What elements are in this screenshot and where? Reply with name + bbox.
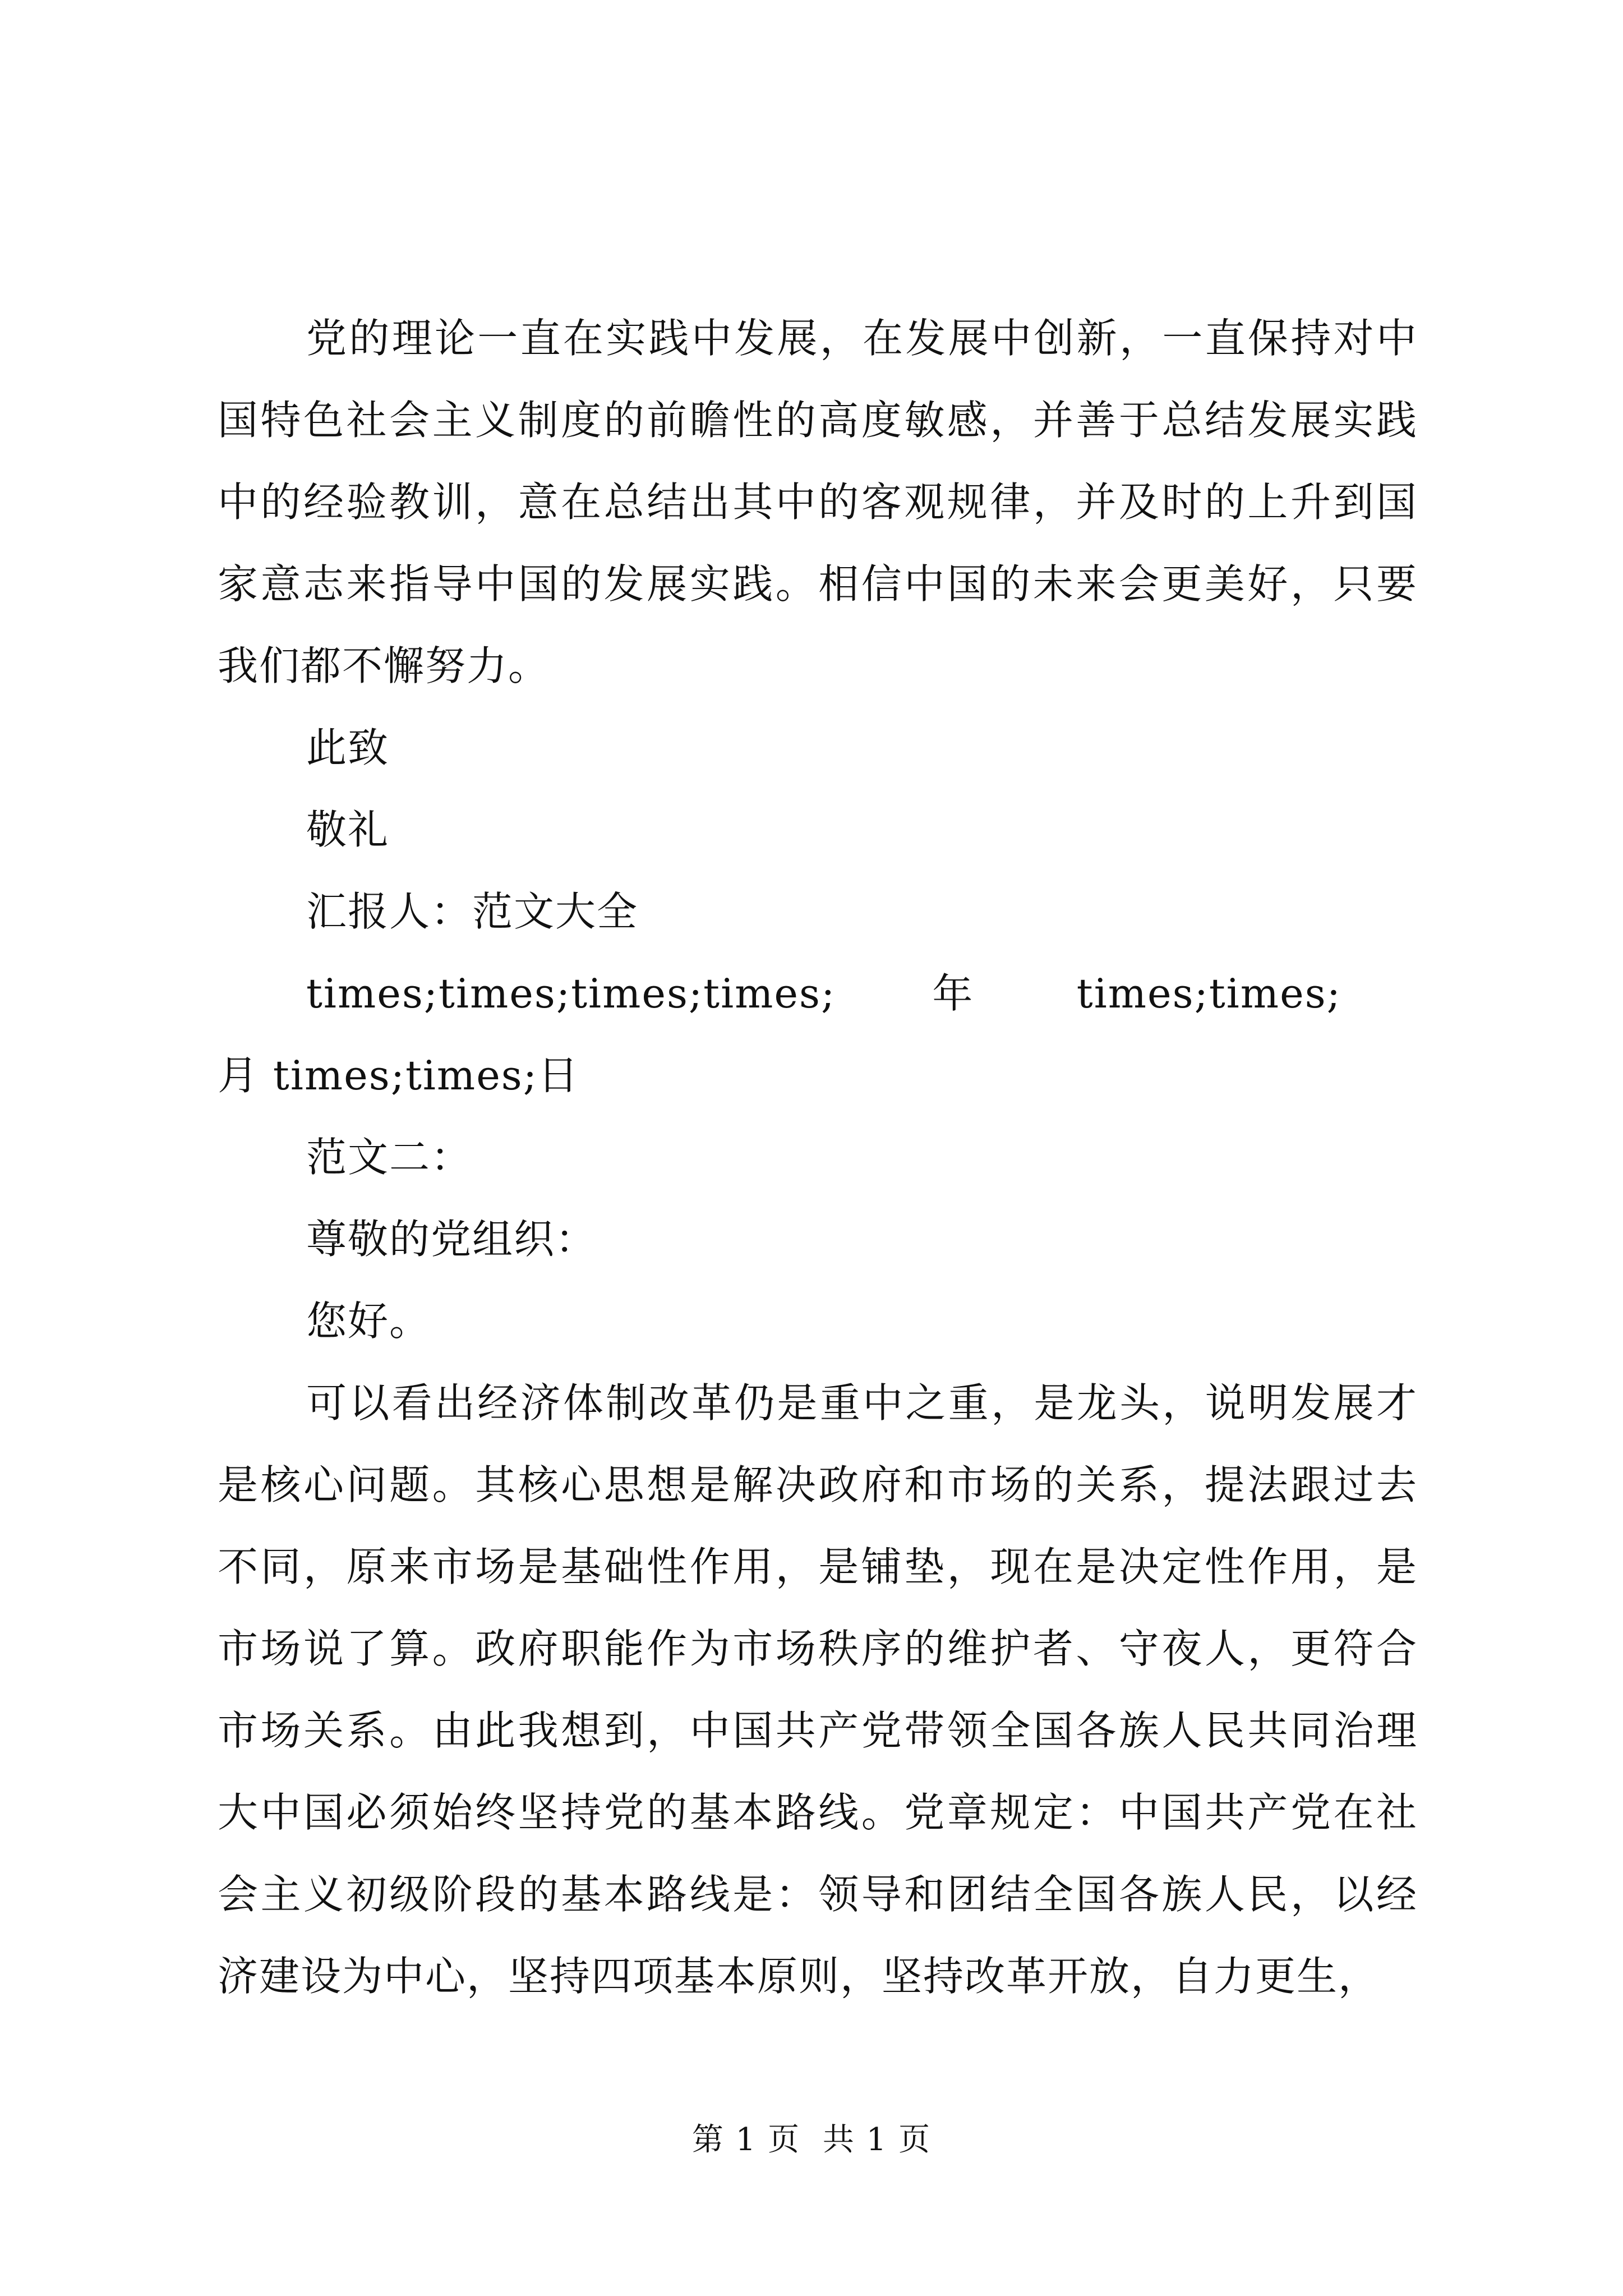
page-number: 第 1 页 [691,2122,801,2158]
greeting: 您好。 [306,1297,431,1345]
date-part-1: times;times;times;times; [306,970,836,1017]
paragraph-theory: 党的理论一直在实践中发展，在发展中创新，一直保持对中国特色社会主义制度的前瞻性的高度敏感，并善于总结发展实践中的经验教训，意在总结出其中的客观规律，并及时的上升到国家意志来指导中国的发展实践。相信中国的未来会更美好，只要我们都不懈努力。 [218,315,1418,689]
reporter-line: 汇报人：范文大全 [306,888,639,935]
sample-two-heading: 范文二： [306,1134,473,1181]
date-line [218,953,1418,1116]
closing-jingli: 敬礼 [306,806,390,853]
date-year: 年 [932,970,975,1017]
date-part-3: times;times;日 [273,1052,580,1099]
closing-cizhi: 此致 [306,724,390,771]
page-total: 共 1 页 [822,2122,932,2158]
paragraph-reform: 可以看出经济体制改革仍是重中之重，是龙头，说明发展才是核心问题。其核心思想是解决政府和市场的关系，提法跟过去不同，原来市场是基础性作用，是铺垫，现在是决定性作用，是市场说了算。政府职能作为市场秩序的维护者、守夜人，更符合市场关系。由此我想到，中国共产党带领全国各族人民共同治理大中国必须始终坚持党的基本路线。党章规定：中国共产党在社会主义初级阶段的基本路线是：领导和团结全国各族人民，以经济建设为中心，坚持四项基本原则，坚持改革开放，自力更生， [218,1379,1418,2000]
salutation: 尊敬的党组织： [306,1216,597,1263]
document-body [218,297,1418,2017]
date-part-2: times;times; [1076,970,1341,1017]
page-footer [0,2115,1623,2160]
date-month: 月 [218,1052,260,1099]
